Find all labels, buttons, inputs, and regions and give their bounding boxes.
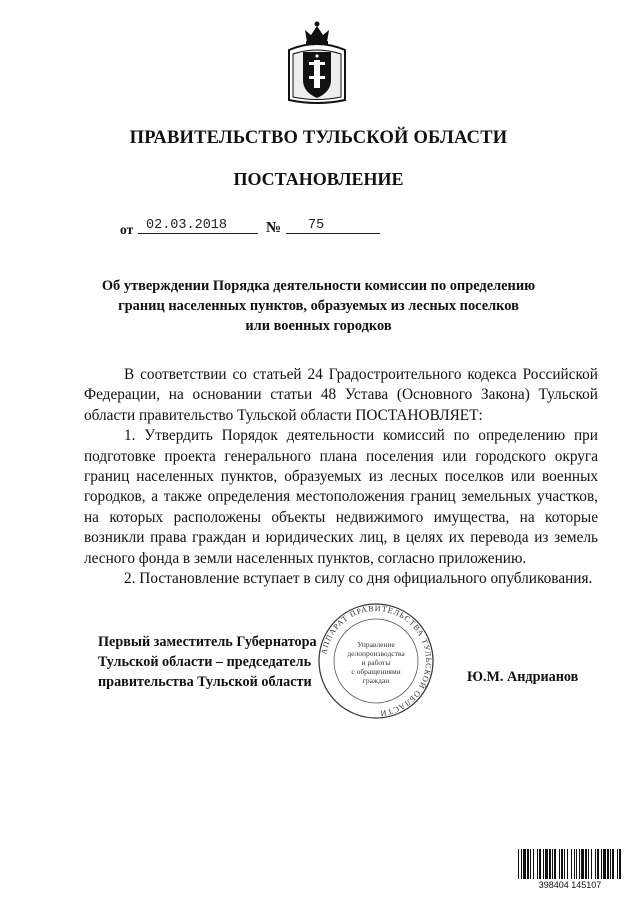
barcode-bar bbox=[591, 849, 592, 879]
barcode-bar bbox=[552, 849, 553, 879]
date-label: от bbox=[120, 222, 134, 237]
coat-of-arms-icon bbox=[285, 20, 349, 106]
barcode-bar bbox=[564, 849, 565, 879]
date-underline bbox=[138, 233, 258, 234]
barcode-bar bbox=[581, 849, 584, 879]
subject-line: Об утверждении Порядка деятельности комиссии по определению bbox=[101, 278, 536, 294]
svg-text:и работы: и работы bbox=[361, 658, 391, 667]
barcode-bar bbox=[610, 849, 611, 879]
document-barcode bbox=[516, 848, 624, 890]
barcode-bar bbox=[571, 849, 572, 879]
svg-text:граждан: граждан bbox=[362, 676, 390, 685]
barcode-bar bbox=[607, 849, 609, 879]
barcode-bar bbox=[539, 849, 541, 879]
barcode-bar bbox=[619, 849, 621, 879]
position-line: правительства Тульской области bbox=[98, 674, 312, 690]
barcode-bar bbox=[523, 849, 526, 879]
barcode-bar bbox=[585, 849, 587, 879]
number-label: № bbox=[266, 220, 282, 236]
barcode-bar bbox=[595, 849, 596, 879]
number-value: 75 bbox=[308, 218, 325, 233]
barcode-bar bbox=[559, 849, 560, 879]
number-underline bbox=[286, 233, 380, 234]
barcode-bar bbox=[612, 849, 614, 879]
barcode-bar bbox=[554, 849, 556, 879]
barcode-bar bbox=[601, 849, 602, 879]
signer-name: Ю.М. Андрианов bbox=[467, 669, 579, 685]
barcode-bar bbox=[521, 849, 522, 879]
barcode-bar bbox=[543, 849, 544, 879]
subject-line: границ населенных пунктов, образуемых из лесных поселков bbox=[118, 298, 519, 314]
signatory-position bbox=[98, 632, 358, 692]
barcode-bar bbox=[567, 849, 568, 879]
barcode-bar bbox=[597, 849, 599, 879]
svg-text:Управление: Управление bbox=[357, 640, 395, 649]
barcode-bar bbox=[579, 849, 580, 879]
svg-text:АППАРАТ ПРАВИТЕЛЬСТВА ТУЛЬСКОЙ: АППАРАТ ПРАВИТЕЛЬСТВА ТУЛЬСКОЙ ОБЛАСТИ bbox=[319, 603, 434, 718]
document-body bbox=[84, 365, 598, 589]
barcode-bar bbox=[549, 849, 551, 879]
government-title: ПРАВИТЕЛЬСТВО ТУЛЬСКОЙ ОБЛАСТИ bbox=[129, 128, 508, 148]
body-paragraph: 2. Постановление вступает в силу со дня официального опубликования. bbox=[124, 570, 593, 588]
barcode-bar bbox=[533, 849, 534, 879]
document-type: ПОСТАНОВЛЕНИЕ bbox=[233, 169, 404, 189]
position-line: Тульской области – председатель bbox=[98, 654, 312, 670]
document-subject bbox=[100, 276, 537, 336]
barcode-bar bbox=[574, 849, 575, 879]
svg-text:с обращениями: с обращениями bbox=[351, 667, 401, 676]
barcode-bar bbox=[603, 849, 606, 879]
body-paragraph: В соответствии со статьей 24 Градостроительного кодекса Российской Федерации, на основании статьи 48 Устава (Основного Закона) Тульской области правительство Тульской области ПОСТАНОВЛЯЕТ: bbox=[84, 366, 598, 424]
barcode-bar bbox=[530, 849, 531, 879]
barcode-bar bbox=[537, 849, 538, 879]
body-paragraph: 1. Утвердить Порядок деятельности комиссий по определению при подготовке проекта генерального плана поселения или городского округа границ населенных пунктов, образуемых из лесных поселков или военных городков, а также определения местоположения границ земельных участков, на которых расположены объекты недвижимого имущества, на которые возникли права граждан и юридических лиц, в целях их перевода из земель лесного фонда в земли населенных пунктов, согласно приложению. bbox=[84, 427, 598, 567]
barcode-bar bbox=[518, 849, 519, 879]
barcode-bar bbox=[576, 849, 577, 879]
barcode-bar bbox=[545, 849, 548, 879]
barcode-bar bbox=[561, 849, 563, 879]
svg-text:делопроизводства: делопроизводства bbox=[347, 649, 405, 658]
barcode-bar bbox=[527, 849, 529, 879]
date-value: 02.03.2018 bbox=[146, 218, 228, 233]
svg-text:398404 145107: 398404 145107 bbox=[538, 880, 602, 890]
subject-line: или военных городков bbox=[245, 318, 392, 334]
barcode-bar bbox=[617, 849, 618, 879]
position-line: Первый заместитель Губернатора bbox=[98, 634, 317, 650]
barcode-bar bbox=[588, 849, 589, 879]
